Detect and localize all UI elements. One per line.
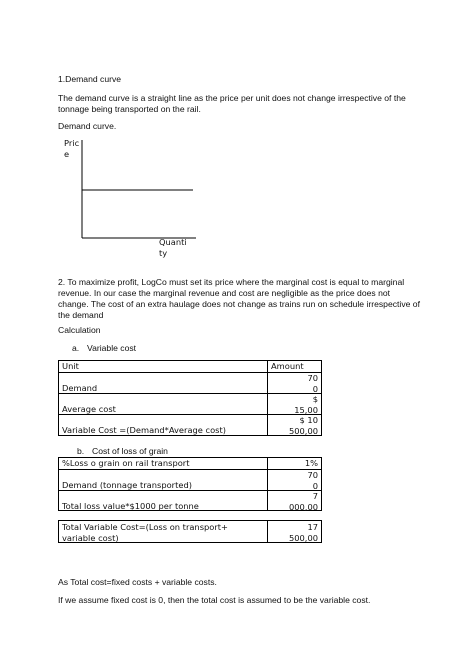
amount-line: 17 (307, 522, 318, 532)
table-row (59, 414, 321, 436)
grain-loss-table (58, 457, 322, 511)
header-unit: Unit (62, 361, 79, 371)
chart-caption: Demand curve. (58, 121, 117, 131)
amount-line: 70 (307, 373, 318, 383)
amount-line: 000,00 (288, 501, 318, 512)
total-variable-cost-table (58, 520, 322, 543)
chart-x-label (159, 237, 187, 258)
table-row (59, 490, 321, 512)
row-label: Total loss value*$1000 per tonne (62, 501, 199, 511)
y-label-line: e (64, 148, 70, 159)
table-row (59, 372, 321, 394)
variable-cost-table (58, 360, 322, 436)
row-amount (307, 373, 318, 394)
amount-line: 1% (304, 458, 318, 468)
row-amount (305, 458, 318, 469)
list-item-cost-of-loss: Cost of loss of grain (92, 446, 168, 456)
section-heading-demand-curve: 1.Demand curve (58, 74, 122, 84)
calculation-heading: Calculation (58, 325, 101, 335)
label-line: variable cost) (62, 532, 119, 543)
amount-line: 0 (312, 383, 318, 394)
paragraph-line: revenue. In our case the marginal revenue and cost are negligible as the price does not (58, 288, 391, 298)
x-label-line: Quanti (159, 237, 187, 247)
y-label-line: Pric (64, 138, 80, 148)
fixed-cost-assumption: If we assume fixed cost is 0, then the total cost is assumed to be the variable cost. (58, 595, 371, 605)
total-variable-cost-amount (289, 522, 318, 543)
amount-line: 0 (312, 480, 318, 491)
table-row (59, 469, 321, 491)
x-label-line: ty (159, 247, 168, 258)
amount-line: 500,00 (288, 425, 318, 436)
list-marker-b: b. (77, 446, 85, 456)
amount-line: 7 (312, 491, 318, 501)
list-item-variable-cost: Variable cost (87, 343, 137, 353)
row-label: Demand (tonnage transported) (62, 480, 192, 490)
demand-curve-paragraph (58, 93, 420, 115)
paragraph-line: 2. To maximize profit, LogCo must set its price where the marginal cost is equal to marginal (58, 277, 405, 287)
total-cost-formula: As Total cost=fixed costs + variable costs. (58, 577, 217, 587)
row-amount (289, 415, 318, 436)
amount-line: $ 10 (299, 415, 318, 425)
list-marker-a: a. (72, 343, 80, 353)
row-label: Average cost (62, 404, 116, 414)
profit-paragraph (58, 277, 420, 321)
label-line: Total Variable Cost=(Loss on transport+ (62, 522, 228, 532)
row-amount (289, 491, 318, 512)
paragraph-line: tonnage being transported on the rail. (58, 104, 201, 114)
paragraph-line: The demand curve is a straight line as the price per unit does not change irrespective of the (58, 93, 406, 103)
total-variable-cost-label (62, 522, 228, 543)
paragraph-line: the demand (58, 310, 104, 320)
row-label: Variable Cost =(Demand*Average cost) (62, 425, 226, 435)
header-amount: Amount (271, 361, 304, 371)
row-label: %Loss o grain on rail transport (62, 458, 190, 468)
table-row (59, 458, 321, 469)
amount-line: 500,00 (288, 532, 318, 543)
amount-line: 70 (307, 470, 318, 480)
row-amount (294, 394, 318, 415)
demand-curve-chart (80, 138, 198, 242)
table-row (59, 393, 321, 415)
table-header-row (59, 361, 321, 372)
paragraph-line: change. The cost of an extra haulage does not change as trains run on schedule irrespective of (58, 299, 420, 309)
column-divider (267, 521, 268, 542)
amount-line: $ (312, 394, 318, 404)
chart-y-label (64, 138, 79, 159)
row-amount (307, 470, 318, 491)
amount-line: 15,00 (294, 404, 318, 415)
row-label: Demand (62, 383, 98, 393)
